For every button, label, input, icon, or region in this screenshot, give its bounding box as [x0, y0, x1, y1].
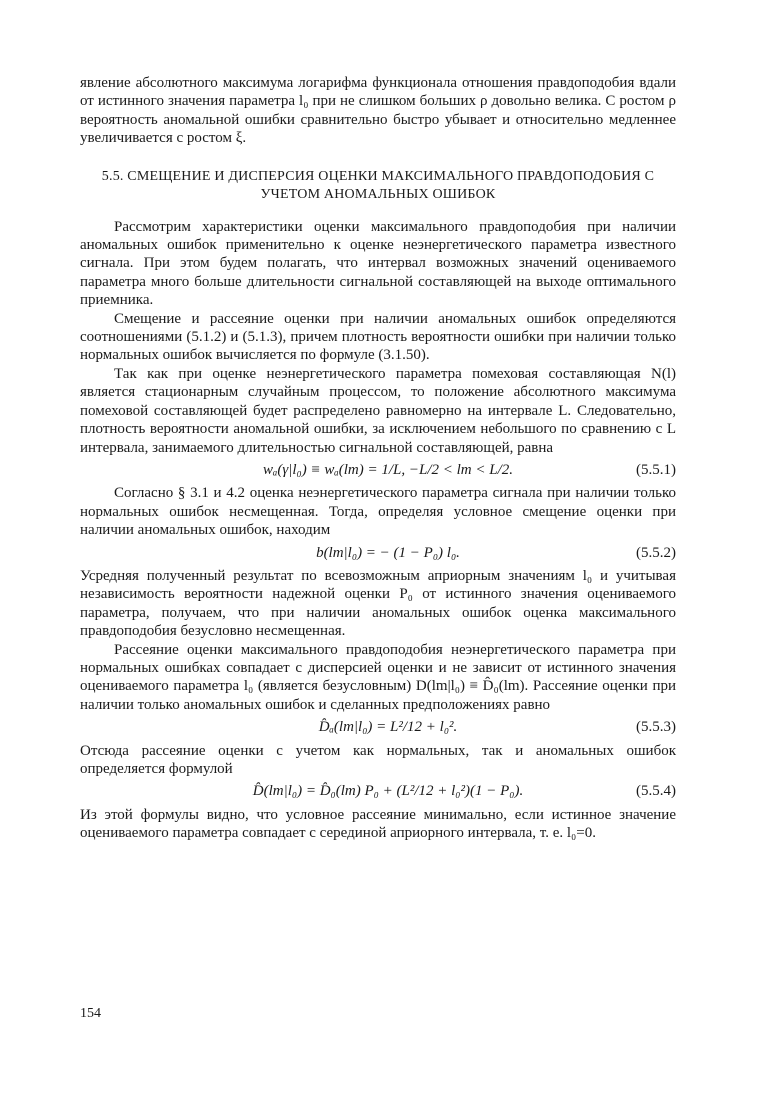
paragraph-6: Рассеяние оценки максимального правдоподобия неэнергетического параметра при нормальных ошибках совпадает с дисперсией оценки и не зависит от истинного значения оцениваемого параметра l₀ (является безусловным) D(lm|l₀) ≡ D̂₀(lm). Рассеяние оценки при наличии только аномальных ошибок и сделанных предположениях равно — [80, 641, 676, 713]
book-page — [80, 74, 676, 843]
equation-5-5-3 — [80, 718, 676, 736]
paragraph-2: Смещение и рассеяние оценки при наличии аномальных ошибок определяются соотношениями (5.1.2) и (5.1.3), причем плотность вероятности ошибки при наличии только нормальных ошибок вычисляется по формуле (3.1.50). — [80, 310, 676, 364]
equation-formula: wₐ(γ|l₀) ≡ wₐ(lm) = 1/L, −L/2 < lm < L/2. — [262, 461, 514, 478]
equation-5-5-4 — [80, 782, 676, 800]
paragraph-4: Согласно § 3.1 и 4.2 оценка неэнергетического параметра сигнала при наличии только нормальных ошибок несмещенная. Тогда, определяя условное смещение оценки при наличии аномальных ошибок, находим — [80, 485, 676, 539]
paragraph-1: Рассмотрим характеристики оценки максимального правдоподобия при наличии аномальных ошибок применительно к оценке неэнергетического параметра известного сигнала. При этом будем полагать, что интервал возможных значений оцениваемого параметра много больше длительности сигнальной составляющей на выходе оптимального приемника. — [80, 218, 676, 309]
paragraph-7: Отсюда рассеяние оценки с учетом как нормальных, так и аномальных ошибок определяется формулой — [80, 742, 676, 777]
equation-number: (5.5.1) — [636, 461, 676, 478]
section-heading: 5.5. СМЕЩЕНИЕ И ДИСПЕРСИЯ ОЦЕНКИ МАКСИМАЛЬНОГО ПРАВДОПОДОБИЯ С УЧЕТОМ АНОМАЛЬНЫХ ОШИБОК — [101, 168, 655, 202]
paragraph-8: Из этой формулы видно, что условное рассеяние минимально, если истинное значение оцениваемого параметра совпадает с серединой априорного интервала, т. е. l₀=0. — [80, 806, 676, 842]
equation-5-5-2 — [80, 544, 676, 562]
paragraph-3: Так как при оценке неэнергетического параметра помеховая составляющая N(l) является стационарным случайным процессом, то положение абсолютного максимума помеховой составляющей будет распределено равномерно на интервале L. Следовательно, плотность вероятности аномальной ошибки, за исключением небольшого по сравнению с L интервала, занимаемого длительностью сигнальной составляющей, равна — [80, 365, 676, 456]
paragraph-5: Усредняя полученный результат по всевозможным априорным значениям l₀ и учитывая независимость вероятности надежной оценки P₀ от истинного значения оцениваемого параметра, получаем, что при наличии аномальных ошибок оценка максимального правдоподобия безусловно несмещенная. — [80, 567, 676, 640]
equation-5-5-1 — [80, 461, 676, 479]
equation-formula: D̂ₐ(lm|l₀) = L²/12 + l₀². — [318, 719, 458, 736]
page-number: 154 — [80, 1006, 101, 1021]
equation-formula: D̂(lm|l₀) = D̂₀(lm) P₀ + (L²/12 + l₀²)(1 − P₀). — [252, 783, 524, 800]
equation-formula: b(lm|l₀) = − (1 − P₀) l₀. — [316, 544, 460, 561]
paragraph-intro: явление абсолютного максимума логарифма функционала отношения правдоподобия вдали от истинного значения параметра l₀ при не слишком больших ρ довольно велика. С ростом ρ вероятность аномальной ошибки сравнительно быстро убывает и относительно медленнее увеличивается с ростом ξ. — [80, 75, 676, 147]
equation-number: (5.5.3) — [636, 719, 676, 736]
equation-number: (5.5.2) — [636, 544, 676, 561]
equation-number: (5.5.4) — [636, 783, 676, 800]
